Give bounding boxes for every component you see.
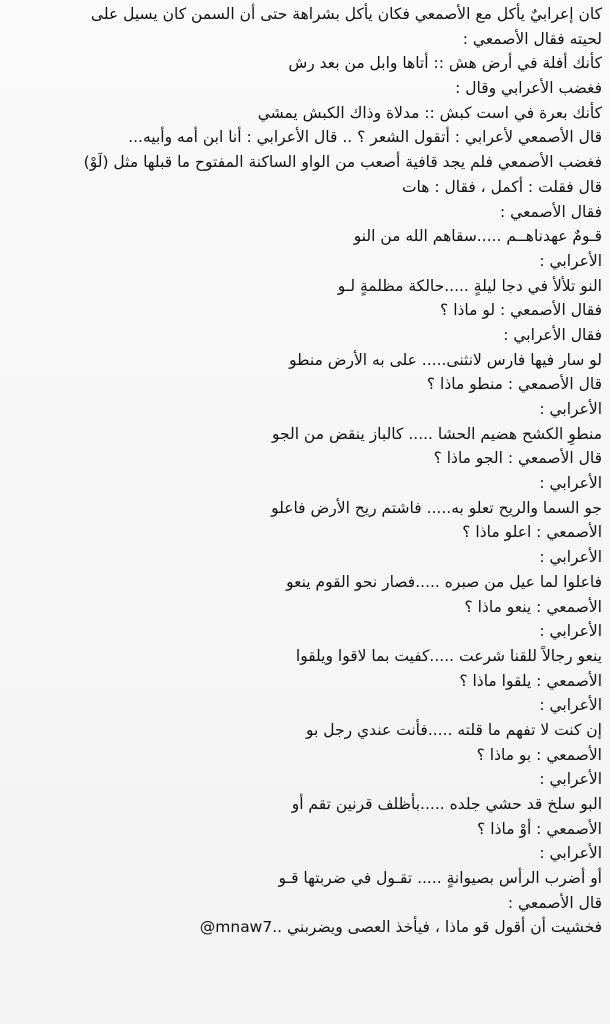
text-line: الأعرابي : [539,622,602,641]
text-line: الأصمعي : ينعو ماذا ؟ [464,597,602,616]
author-handle: @mnaw7 [199,918,273,937]
text-line: كأنك بعرة في است كبش :: مدلاة وذاك الكبش يمشي [257,103,602,122]
text-line: الأعرابي : [539,770,602,789]
text-line: فخشيت أن أقول قو ماذا ، فيأخذ العصى ويضربني .. [272,918,602,937]
text-line: الأعرابي : [539,251,602,270]
text-line: فقال الأعرابي : [503,325,602,344]
text-line: الأصمعي : يلقوا ماذا ؟ [459,671,602,690]
text-line: فقال الأصمعي : لو ماذا ؟ [440,301,602,320]
text-line: البو سلخ قد حشي جلده .....بأظلف قرنين تقم أو [291,795,602,813]
text-line: فاعلوا لما عيل من صبره .....فصار نحو القوم ينعو [286,572,602,591]
text-line: قـومٌ عهدناهــم .....سقاهم الله من النو [353,227,602,246]
text-line: الأعرابي : [539,400,602,418]
text-line: فقال الأصمعي : [500,202,602,221]
text-line: كأنك أفلة في أرض هش :: أتاها وابل من بعد رش [288,54,602,73]
text-line: كان إعرابيٌ يأكل مع الأصمعي فكان يأكل بشراهة حتى أن السمن كان يسيل على [90,5,602,23]
text-line: الأعرابي : [539,696,602,715]
text-line: قال فقلت : أكمل ، فقال : هات [401,177,602,196]
text-line: قال الأصمعي : الجو ماذا ؟ [433,449,602,468]
text-line: أو أضرب الرأس بصيوانةٍ ..... تقـول في ضربتها قـو [278,869,602,888]
text-line: جو السما والريح تعلو به..... فاشتم ريح الأرض فاعلو [271,498,602,517]
text-line: قال الأصمعي : منطو ماذا ؟ [426,375,602,394]
text-line: الأصمعي : اعلو ماذا ؟ [462,523,602,542]
text-line: الأصمعي : بو ماذا ؟ [476,745,602,764]
text-line: فغضب الأعرابي وقال : [455,79,602,98]
text-line: الأعرابي : [539,548,602,567]
text-line: منطوِ الكشح هضيم الحشا ..... كالباز ينقض من الجو [271,424,602,443]
text-line: قال الأصمعي : [507,893,602,912]
text-line: الأصمعي : أوْ ماذا ؟ [477,819,602,838]
text-line: النو تلألأ في دجا ليلةٍ .....حالكة مظلمةٍ لـو [337,276,602,295]
text-line: فغضب الأصمعي فلم يجد قافية أصعب من الواو الساكنة المفتوح ما قبلها مثل (لَوْ) [83,153,602,172]
text-line: الأعرابي : [539,844,602,863]
text-line: لو سار فيها فارس لانثنى..... على به الأرض منطو [289,350,602,369]
text-line: قال الأصمعي لأعرابي : أتقول الشعر ؟ .. قال الأعرابي : أنا ابن أمه وأبيه... [128,128,602,147]
text-line: ينعو رجالاً للقنا شرعت .....كفيت بما لاقوا ويلقوا [295,646,602,665]
text-line: الأعرابي : [539,474,602,493]
text-line: لحيته فقال الأصمعي : [462,29,602,48]
final-line [12,915,602,940]
text-line: إن كنت لا تفهم ما قلته .....فأنت عندي رجل بو [306,720,602,739]
